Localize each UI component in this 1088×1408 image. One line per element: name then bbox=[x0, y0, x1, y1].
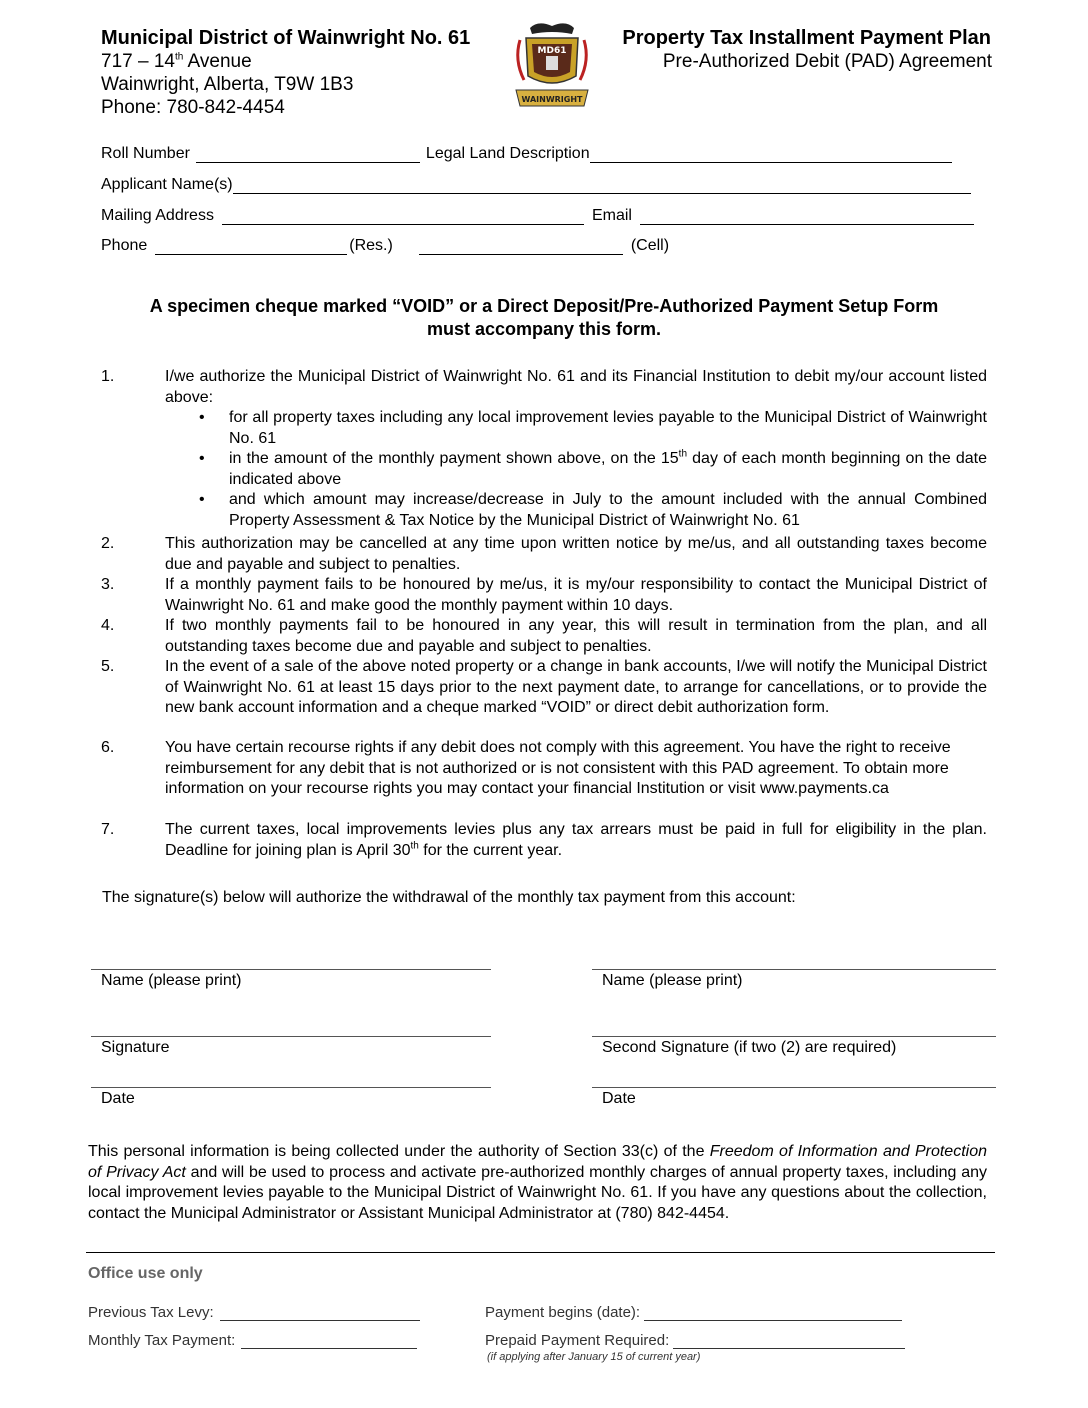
address-line-1: 717 – 14th Avenue bbox=[101, 51, 252, 72]
org-phone: Phone: 780-842-4454 bbox=[101, 97, 285, 118]
term-number: 2. bbox=[101, 535, 115, 552]
privacy-statement: This personal information is being collected under the authority of Section 33(c) of the Freedom of Information and Protection of Privacy Act and will be used to process and activate pre-authorized monthly charges of annual property taxes, including any local improvement levies payable to the Municipal District of Wainwright No. 61. If you have any questions about the collection, contact the Municipal Administrator or Assistant Municipal Administrator at (780) 842-4454. bbox=[88, 1143, 987, 1222]
roll-number-label: Roll Number bbox=[101, 145, 190, 162]
bullet-item: • for all property taxes including any local improvement levies payable to the Municipal District of Wainwright No. 61 bbox=[199, 409, 987, 447]
term-text: If a monthly payment fails to be honoured by me/us, it is my/our responsibility to contact the Municipal District of Wainwright No. 61 and make good the monthly payment within 10 days. bbox=[165, 576, 987, 614]
term-item-1 bbox=[101, 367, 987, 531]
name-right-label: Name (please print) bbox=[602, 972, 743, 989]
term-text: In the event of a sale of the above noted property or a change in bank accounts, I/we will notify the Municipal District of Wainwright No. 61 at least 15 days prior to the next payment date, to arrange for cancellations, or to provide the new bank account information and a cheque marked “VOID” or direct debit authorization form. bbox=[165, 658, 987, 716]
org-name: Municipal District of Wainwright No. 61 bbox=[101, 27, 471, 49]
mailing-address-label: Mailing Address bbox=[101, 207, 214, 224]
mailing-address-field[interactable] bbox=[222, 208, 584, 225]
name-right-line[interactable] bbox=[592, 969, 996, 970]
monthly-payment-label: Monthly Tax Payment: bbox=[88, 1332, 236, 1349]
previous-levy-field[interactable] bbox=[220, 1306, 420, 1321]
payment-begins-label: Payment begins (date): bbox=[485, 1304, 641, 1321]
monthly-payment-row bbox=[88, 1332, 419, 1349]
previous-levy-row bbox=[88, 1304, 422, 1321]
bullet-item: • and which amount may increase/decrease in July to the amount included with the annual Combined Property Assessment & Tax Notice by the Municipal District of Wainwright No. 61 bbox=[199, 491, 987, 529]
signature-intro: The signature(s) below will authorize the withdrawal of the monthly tax payment from this account: bbox=[102, 889, 796, 906]
email-field[interactable] bbox=[640, 208, 974, 225]
date-left-label: Date bbox=[101, 1090, 135, 1107]
term-number: 4. bbox=[101, 617, 115, 634]
form-subtitle: Pre-Authorized Debit (PAD) Agreement bbox=[662, 51, 992, 72]
row-applicant bbox=[101, 176, 973, 194]
crest-text: MD61 bbox=[537, 46, 567, 56]
roll-number-field[interactable] bbox=[196, 146, 420, 163]
term-1-bullets bbox=[165, 408, 987, 531]
date-left-line[interactable] bbox=[91, 1087, 491, 1088]
signature-right-label: Second Signature (if two (2) are required) bbox=[602, 1039, 897, 1056]
payment-begins-row bbox=[485, 1304, 904, 1321]
row-address-email bbox=[101, 207, 976, 225]
cell-label: (Cell) bbox=[630, 237, 670, 254]
term-number: 1. bbox=[101, 368, 115, 385]
crest-banner-text: WAINWRIGHT bbox=[521, 95, 583, 104]
term-number: 3. bbox=[101, 576, 115, 593]
office-use-title: Office use only bbox=[88, 1265, 203, 1282]
notice-line-1: A specimen cheque marked “VOID” or a Direct Deposit/Pre-Authorized Payment Setup Form bbox=[149, 296, 939, 316]
term-number: 5. bbox=[101, 658, 115, 675]
phone-cell-field[interactable] bbox=[419, 238, 623, 255]
term-item-4 bbox=[101, 616, 987, 657]
prepaid-note: (if applying after January 15 of current year) bbox=[487, 1351, 701, 1363]
term-text: The current taxes, local improvements levies plus any tax arrears must be paid in full for eligibility in the plan. Deadline for joining plan is April 30th for the current year. bbox=[165, 821, 987, 859]
term-item-2 bbox=[101, 534, 987, 575]
date-right-label: Date bbox=[602, 1090, 636, 1107]
row-roll-legal bbox=[101, 145, 954, 163]
legal-land-field[interactable] bbox=[590, 146, 952, 163]
phone-res-field[interactable] bbox=[155, 238, 347, 255]
legal-land-label: Legal Land Description bbox=[425, 145, 590, 162]
term-text: I/we authorize the Municipal District of Wainwright No. 61 and its Financial Institution to debit my/our account listed above: bbox=[165, 368, 987, 406]
signature-left-label: Signature bbox=[101, 1039, 170, 1056]
applicant-names-field[interactable] bbox=[233, 177, 971, 194]
prepaid-required-field[interactable] bbox=[673, 1334, 905, 1349]
applicant-names-label: Applicant Name(s) bbox=[101, 176, 233, 193]
notice-line-2: must accompany this form. bbox=[426, 319, 662, 339]
name-left-label: Name (please print) bbox=[101, 972, 242, 989]
phone-label: Phone bbox=[101, 237, 148, 254]
bullet-item: • in the amount of the monthly payment shown above, on the 15th day of each month beginning on the date indicated above bbox=[199, 448, 987, 488]
row-phone bbox=[101, 237, 669, 255]
signature-left-line[interactable] bbox=[91, 1036, 491, 1037]
divider bbox=[86, 1252, 995, 1253]
term-number: 6. bbox=[101, 739, 115, 756]
address-line-2: Wainwright, Alberta, T9W 1B3 bbox=[101, 74, 354, 95]
term-text: If two monthly payments fail to be honoured in any year, this will result in termination from the plan, and all outstanding taxes become due and payable and subject to penalties. bbox=[165, 617, 987, 655]
term-item-6 bbox=[101, 738, 987, 800]
term-text: This authorization may be cancelled at any time upon written notice by me/us, and all outstanding taxes become due and payable and subject to penalties. bbox=[165, 535, 987, 573]
date-right-line[interactable] bbox=[592, 1087, 996, 1088]
previous-levy-label: Previous Tax Levy: bbox=[88, 1304, 214, 1321]
term-item-3 bbox=[101, 575, 987, 616]
term-item-7 bbox=[101, 820, 987, 861]
term-text: You have certain recourse rights if any debit does not comply with this agreement. You have the right to receive reimbursement for any debit that is not authorized or is not consistent with this PAD agreement. To obtain more information on your recourse rights you may contact your financial Institution or visit www.payments.ca bbox=[165, 739, 951, 797]
name-left-line[interactable] bbox=[91, 969, 491, 970]
monthly-payment-field[interactable] bbox=[241, 1334, 417, 1349]
term-number: 7. bbox=[101, 821, 115, 838]
signature-right-line[interactable] bbox=[592, 1036, 996, 1037]
term-item-5 bbox=[101, 657, 987, 719]
res-label: (Res.) bbox=[349, 237, 393, 254]
email-label: Email bbox=[591, 207, 632, 224]
bullet-icon: • bbox=[199, 450, 205, 467]
prepaid-required-label: Prepaid Payment Required: bbox=[485, 1332, 670, 1349]
form-title: Property Tax Installment Payment Plan bbox=[622, 27, 991, 49]
md-crest-logo bbox=[512, 20, 592, 116]
prepaid-required-row bbox=[485, 1332, 907, 1349]
bullet-icon: • bbox=[199, 409, 205, 426]
payment-begins-field[interactable] bbox=[644, 1306, 902, 1321]
bullet-icon: • bbox=[199, 491, 205, 508]
